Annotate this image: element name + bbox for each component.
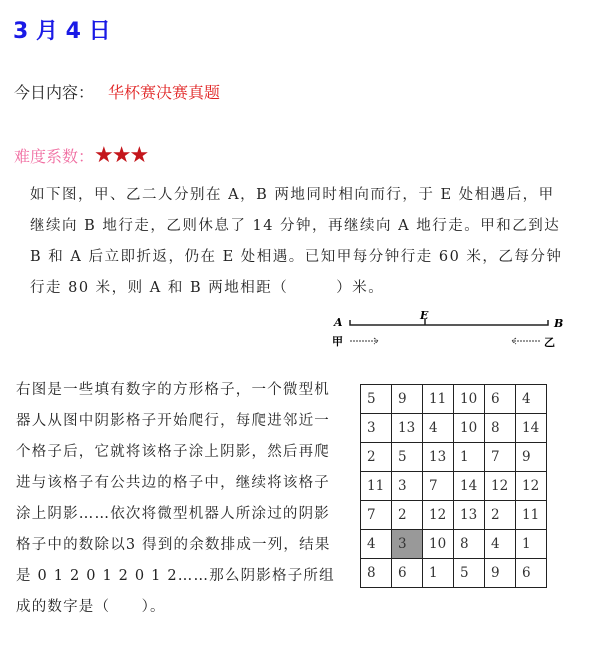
grid-row	[361, 414, 547, 443]
grid-cell: 7	[423, 472, 454, 501]
grid-cell: 8	[361, 559, 392, 588]
grid-cell: 8	[485, 414, 516, 443]
route-line	[350, 319, 548, 325]
grid-cell: 13	[392, 414, 423, 443]
problem-1-text: 如下图，甲、乙二人分别在 A，B 两地同时相向而行，于 E 处相遇后，甲继续向 B 地行走，乙则休息了 14 分钟，再继续向 A 地行走。甲和乙到达 B 和 A 后立即折返，仍在 E 处相遇。已知甲每分钟行走 60 米，乙每分钟行走 80 米，则 A 和 B 两地相距（ ）米。	[30, 187, 563, 296]
grid-row	[361, 530, 547, 559]
star-icons: ★★★	[94, 143, 148, 168]
grid-cell: 4	[516, 385, 547, 414]
grid-cell: 5	[392, 443, 423, 472]
grid-cell: 8	[454, 530, 485, 559]
grid-cell: 6	[392, 559, 423, 588]
label-e: E	[420, 310, 429, 322]
grid-cell: 2	[392, 501, 423, 530]
grid-cell: 1	[516, 530, 547, 559]
grid-cell: 4	[361, 530, 392, 559]
grid-row	[361, 443, 547, 472]
grid-cell: 4	[423, 414, 454, 443]
grid-cell: 11	[516, 501, 547, 530]
content-label: 今日内容：	[14, 83, 95, 102]
grid-cell: 12	[423, 501, 454, 530]
grid-cell: 12	[516, 472, 547, 501]
grid-cell-shaded: 3	[392, 530, 423, 559]
difficulty	[14, 143, 147, 168]
grid-cell: 5	[361, 385, 392, 414]
grid-cell: 10	[423, 530, 454, 559]
arrow-left-icon	[512, 338, 540, 344]
grid-cell: 11	[361, 472, 392, 501]
grid-cell: 2	[485, 501, 516, 530]
content-value: 华杯赛决赛真题	[108, 83, 221, 102]
grid-cell: 13	[423, 443, 454, 472]
grid-cell: 9	[392, 385, 423, 414]
problem-2-text: 右图是一些填有数字的方形格子，一个微型机器人从图中阴影格子开始爬行，每爬进邻近一个格子后，它就将该格子涂上阴影，然后再爬进与该格子有公共边的格子中，继续将该格子涂上阴影……依次将微型机器人所涂过的阴影格子中的数除以3 得到的余数排成一列，结果是 0 1 2 0 1 2 0 1 2……那么阴影格子所组成的数字是（ ）。	[16, 382, 335, 615]
grid-cell: 3	[392, 472, 423, 501]
grid-cell: 6	[516, 559, 547, 588]
grid-cell: 2	[361, 443, 392, 472]
grid-cell: 4	[485, 530, 516, 559]
label-b: B	[554, 317, 564, 330]
grid-cell: 11	[423, 385, 454, 414]
grid-row	[361, 472, 547, 501]
grid-cell: 9	[516, 443, 547, 472]
difficulty-label: 难度系数：	[14, 147, 95, 166]
grid-cell: 3	[361, 414, 392, 443]
grid-cell: 7	[485, 443, 516, 472]
grid-cell: 1	[423, 559, 454, 588]
grid-cell: 14	[454, 472, 485, 501]
grid-cell: 10	[454, 414, 485, 443]
grid-row	[361, 385, 547, 414]
grid-cell: 5	[454, 559, 485, 588]
route-diagram	[330, 310, 570, 355]
grid-cell: 13	[454, 501, 485, 530]
date-heading: 3 月 4 日	[13, 19, 111, 44]
grid-cell: 9	[485, 559, 516, 588]
number-grid	[360, 384, 547, 588]
grid-row	[361, 501, 547, 530]
label-a: A	[334, 316, 343, 329]
grid-cell: 12	[485, 472, 516, 501]
label-yi: 乙	[544, 336, 555, 349]
grid-cell: 10	[454, 385, 485, 414]
grid-cell: 1	[454, 443, 485, 472]
grid-row	[361, 559, 547, 588]
today-content	[14, 80, 220, 103]
grid-cell: 14	[516, 414, 547, 443]
label-jia: 甲	[332, 335, 343, 348]
arrow-right-icon	[350, 338, 378, 344]
grid-cell: 7	[361, 501, 392, 530]
grid-cell: 6	[485, 385, 516, 414]
